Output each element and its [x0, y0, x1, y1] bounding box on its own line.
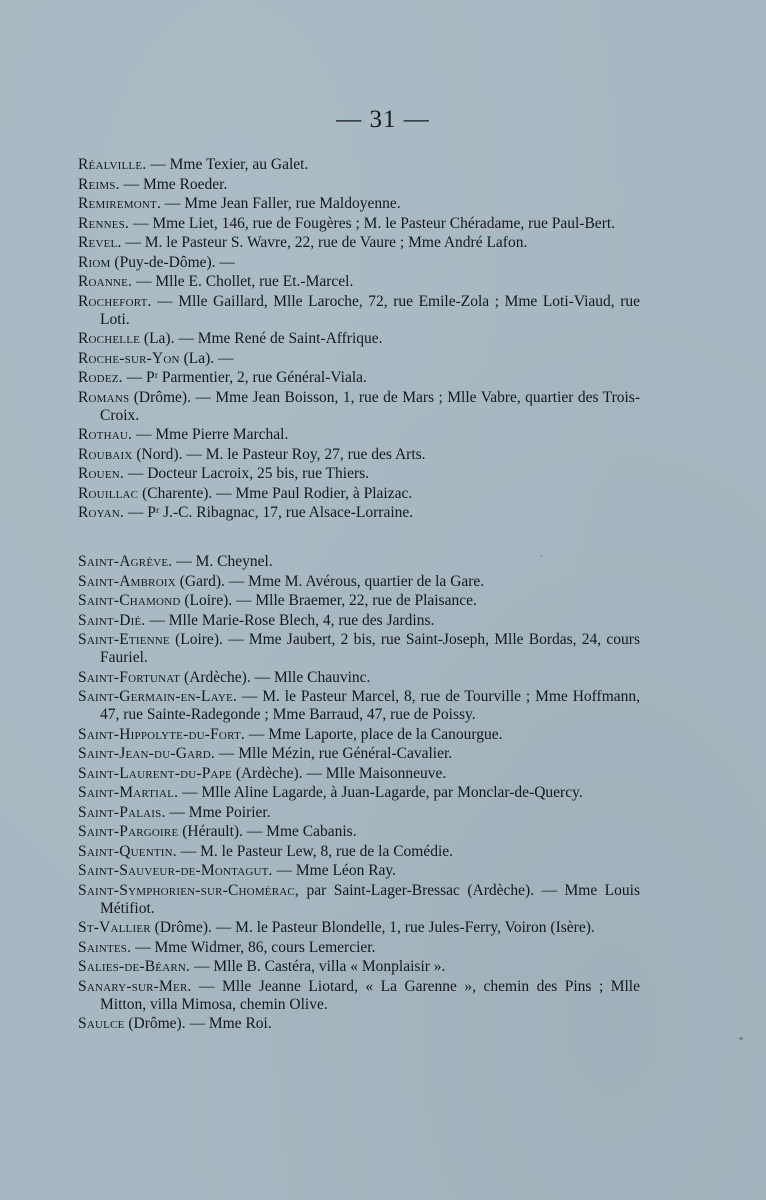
directory-entry — [78, 350, 640, 368]
entry-place-name: Rothau. — [78, 426, 133, 443]
entry-contact-text: — M. le Pasteur S. Wavre, 22, rue de Vaure ; Mme André Lafon. — [121, 234, 528, 251]
entry-contact-text: — Mlle Aline Lagarde, à Juan-Lagarde, par Monclar-de-Quercy. — [178, 784, 583, 801]
directory-entry — [78, 273, 640, 291]
entry-contact-text: (Ardèche). — Mlle Maisonneuve. — [231, 764, 447, 782]
entry-contact-text: — Mme Jean Faller, rue Maldoyenne. — [161, 195, 401, 212]
directory-entry — [78, 688, 640, 724]
entry-contact-text: (Drôme). — Mme Roi. — [124, 1015, 272, 1032]
entry-contact-text: — M. le Pasteur Lew, 8, rue de la Comédie. — [176, 842, 454, 860]
entry-place-name: Réalville. — [78, 156, 147, 173]
directory-entry — [78, 843, 640, 861]
entries-section-r — [78, 156, 640, 524]
entry-place-name: Saint-Martial. — [78, 784, 179, 801]
entry-place-name: Saint-Germain-en-Laye. — [78, 688, 237, 705]
entry-place-name: Reims. — [78, 175, 120, 193]
entry-place-name: Sanary-sur-Mer. — [78, 977, 192, 995]
directory-entry — [78, 234, 640, 252]
entry-contact-text: — Mme Léon Ray. — [272, 862, 397, 879]
directory-entry — [78, 426, 640, 444]
entry-place-name: Saint-Sauveur-de-Montagut. — [78, 862, 273, 879]
entry-contact-text: — Mlle Jeanne Liotard, « La Garenne », chemin des Pins ; Mlle Mitton, villa Mimosa, chemin Olive. — [100, 977, 640, 1013]
entry-place-name: St-Vallier — [78, 919, 151, 936]
entry-contact-text: — Pʳ Parmentier, 2, rue Général-Viala. — [122, 369, 367, 386]
entry-place-name: Saint-Fortunat — [78, 668, 181, 686]
entry-contact-text: — Mme Poirier. — [165, 803, 271, 821]
directory-entry — [78, 176, 640, 194]
entry-place-name: Saint-Jean-du-Gard. — [78, 745, 215, 762]
entry-contact-text: — Mlle Mézin, rue Général-Cavalier. — [215, 745, 453, 762]
directory-entry — [78, 369, 640, 387]
directory-entry — [78, 804, 640, 822]
directory-entry — [78, 612, 640, 630]
directory-entry — [78, 939, 640, 957]
entry-place-name: Rennes. — [78, 214, 130, 232]
directory-entry — [78, 592, 640, 610]
entry-contact-text: — Mme Laporte, place de la Canourgue. — [244, 725, 503, 743]
entry-contact-text: — M. le Pasteur Marcel, 8, rue de Tourville ; Mme Hoffmann, 47, rue Sainte-Radegonde ; Mme Barraud, 47, rue de Poissy. — [100, 688, 640, 723]
entry-place-name: Saint-Hippolyte-du-Fort. — [78, 725, 245, 743]
entry-place-name: Saint-Chamond — [78, 592, 181, 609]
entry-contact-text: — Mme Roeder. — [119, 175, 228, 193]
entry-contact-text: (La). — Mme René de Saint-Affrique. — [140, 330, 383, 347]
entry-place-name: Salies-de-Béarn. — [78, 958, 191, 975]
directory-entry — [78, 573, 640, 591]
directory-entry — [78, 669, 640, 687]
directory-entry — [78, 726, 640, 744]
entry-contact-text: — Mlle Gaillard, Mlle Laroche, 72, rue Emile-Zola ; Mme Loti-Viaud, rue Loti. — [100, 292, 640, 328]
directory-entry — [78, 784, 640, 802]
entry-contact-text: par Saint-Lager-Bressac (Ardèche). — Mme Louis Métifiot. — [100, 881, 640, 917]
entry-contact-text: (Nord). — M. le Pasteur Roy, 27, rue des Arts. — [132, 445, 426, 463]
directory-entry — [78, 919, 640, 937]
directory-entry — [78, 631, 640, 667]
entry-contact-text: (Drôme). — M. le Pasteur Blondelle, 1, rue Jules-Ferry, Voiron (Isère). — [150, 919, 595, 936]
entry-place-name: Saulce — [78, 1015, 125, 1032]
entry-contact-text: — Mme Texier, au Galet. — [146, 156, 309, 173]
entry-place-name: Rochelle — [78, 330, 141, 347]
entry-place-name: Saintes. — [78, 938, 132, 956]
directory-entry — [78, 389, 640, 425]
entry-place-name: Saint-Etienne — [78, 631, 170, 648]
entries-section-s — [78, 553, 640, 1035]
entry-contact-text: (Puy-de-Dôme). — — [110, 253, 235, 271]
directory-entry — [78, 553, 640, 571]
entry-contact-text: — Mlle E. Chollet, rue Et.-Marcel. — [132, 273, 354, 290]
entry-place-name: Remiremont. — [78, 195, 162, 212]
entry-place-name: Romans — [78, 388, 130, 406]
entry-contact-text: (Drôme). — Mme Jean Boisson, 1, rue de Mars ; Mlle Vabre, quartier des Trois-Croix. — [100, 388, 640, 424]
entry-place-name: Saint-Pargoire — [78, 823, 179, 840]
entry-contact-text: (Charente). — Mme Paul Rodier, à Plaizac. — [138, 484, 413, 502]
entry-place-name: Rouen. — [78, 465, 124, 482]
directory-entry — [78, 485, 640, 503]
directory-entry — [78, 446, 640, 464]
directory-entry — [78, 745, 640, 763]
ink-speck — [739, 1037, 743, 1040]
entry-place-name: Saint-Palais. — [78, 803, 166, 821]
entry-place-name: Riom — [78, 253, 111, 271]
entry-place-name: Rouillac — [78, 484, 139, 502]
entry-place-name: Royan. — [78, 504, 124, 521]
directory-entry — [78, 882, 640, 918]
entry-place-name: Revel. — [78, 234, 122, 251]
entry-place-name: Roanne. — [78, 273, 133, 290]
entry-place-name: Saint-Dié. — [78, 611, 146, 629]
directory-entry — [78, 195, 640, 213]
entry-contact-text: — Docteur Lacroix, 25 bis, rue Thiers. — [123, 465, 370, 482]
directory-entry — [78, 215, 640, 233]
entry-place-name: Roche-sur-Yon — [78, 349, 180, 367]
entry-contact-text: (Gard). — Mme M. Avérous, quartier de la Gare. — [175, 572, 485, 590]
entry-contact-text: — Pʳ J.-C. Ribagnac, 17, rue Alsace-Lorraine. — [123, 504, 414, 521]
directory-entry — [78, 504, 640, 522]
entry-contact-text: — M. Cheynel. — [172, 553, 273, 570]
entry-contact-text: (Loire). — Mlle Braemer, 22, rue de Plaisance. — [180, 592, 477, 609]
entry-contact-text: — Mme Pierre Marchal. — [132, 426, 289, 443]
entry-place-name: Saint-Agrève. — [78, 553, 173, 570]
entry-contact-text: (Loire). — Mme Jaubert, 2 bis, rue Saint-Joseph, Mlle Bordas, 24, cours Fauriel. — [100, 631, 640, 666]
entry-contact-text: (Hérault). — Mme Cabanis. — [178, 823, 357, 840]
entry-place-name: Saint-Laurent-du-Pape — [78, 764, 232, 782]
directory-entry — [78, 1015, 640, 1033]
entry-contact-text: — Mlle B. Castéra, villa « Monplaisir ». — [190, 958, 446, 975]
directory-entry — [78, 254, 640, 272]
entry-place-name: Roubaix — [78, 445, 133, 463]
directory-entry — [78, 330, 640, 348]
entry-contact-text: (La). — — [179, 349, 234, 367]
entry-place-name: Rochefort. — [78, 292, 152, 310]
directory-entry — [78, 958, 640, 976]
entry-contact-text: — Mme Widmer, 86, cours Lemercier. — [131, 938, 376, 956]
directory-entry — [78, 765, 640, 783]
entry-place-name: Saint-Quentin. — [78, 842, 177, 860]
directory-entry — [78, 978, 640, 1014]
page-number: — 31 — — [336, 106, 430, 133]
entry-contact-text: — Mme Liet, 146, rue de Fougères ; M. le Pasteur Chéradame, rue Paul-Bert. — [129, 214, 616, 232]
ink-speck — [540, 555, 543, 557]
directory-entry — [78, 823, 640, 841]
directory-entry — [78, 156, 640, 174]
directory-entry — [78, 293, 640, 329]
directory-entry — [78, 862, 640, 880]
directory-entry — [78, 465, 640, 483]
entry-place-name: Saint-Ambroix — [78, 572, 176, 590]
entry-contact-text: (Ardèche). — Mlle Chauvinc. — [180, 668, 371, 686]
entry-contact-text: — Mlle Marie-Rose Blech, 4, rue des Jardins. — [145, 611, 435, 629]
entry-place-name: Rodez. — [78, 369, 123, 386]
entry-place-name: Saint-Symphorien-sur-Chomérac, — [78, 881, 300, 899]
